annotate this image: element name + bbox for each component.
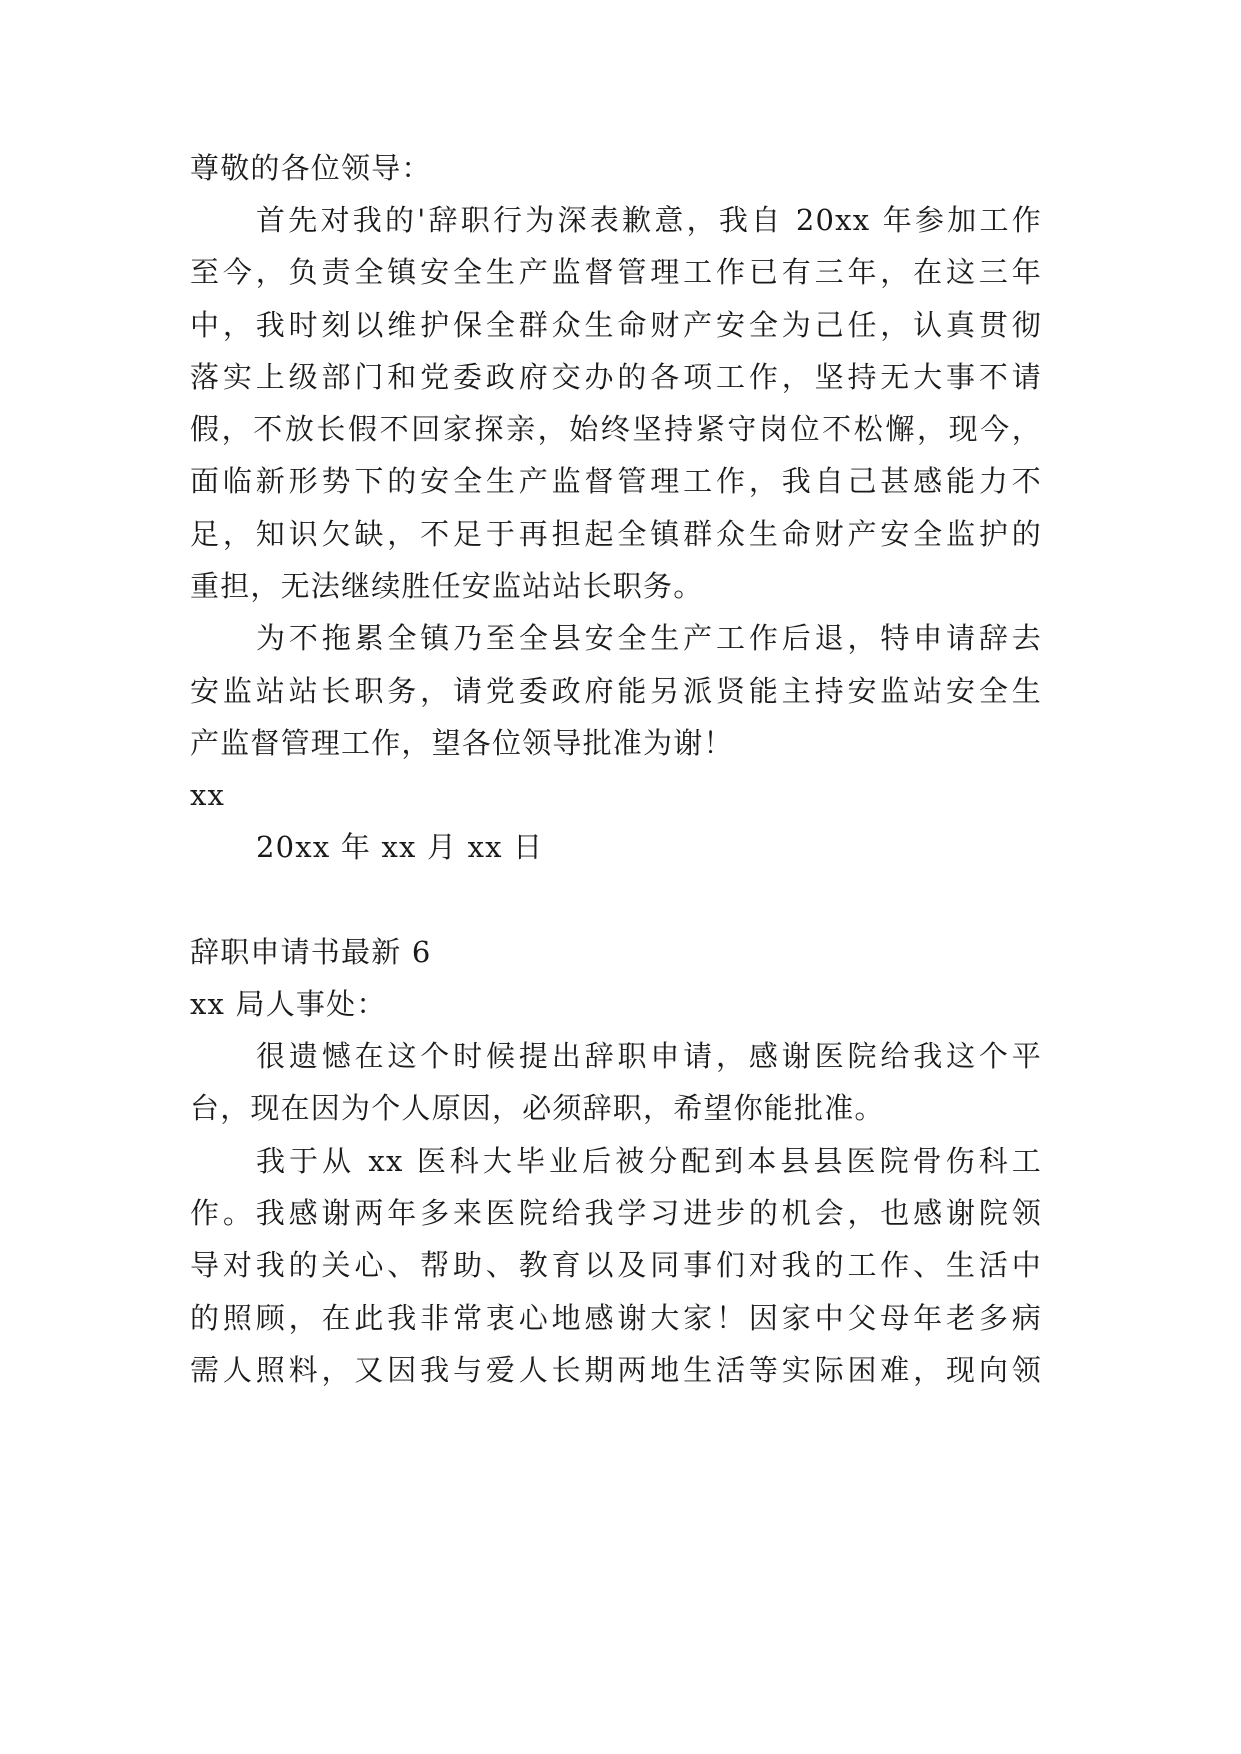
salutation: xx 局人事处： bbox=[190, 987, 387, 1021]
paragraph-line: 台，现在因为个人原因，必须辞职，希望你能批准。 bbox=[190, 1091, 885, 1125]
paragraph-line: 重担，无法继续胜任安监站站长职务。 bbox=[190, 569, 704, 603]
paragraph-line: 至今，负责全镇安全生产监督管理工作已有三年，在这三年 bbox=[190, 255, 1042, 289]
paragraph-line: 产监督管理工作，望各位领导批准为谢！ bbox=[190, 726, 734, 760]
paragraph-line: 很遗憾在这个时候提出辞职申请，感谢医院给我这个平 bbox=[256, 1039, 1042, 1073]
paragraph-line: 中，我时刻以维护保全群众生命财产安全为己任，认真贯彻 bbox=[190, 308, 1042, 342]
paragraph-line: 安监站站长职务，请党委政府能另派贤能主持安监站安全生 bbox=[190, 674, 1042, 708]
date: 20xx 年 xx 月 xx 日 bbox=[256, 830, 544, 864]
paragraph-line: 落实上级部门和党委政府交办的各项工作，坚持无大事不请 bbox=[190, 360, 1042, 394]
signature: xx bbox=[190, 778, 226, 812]
paragraph-line: 的照顾，在此我非常衷心地感谢大家！因家中父母年老多病 bbox=[190, 1301, 1042, 1335]
paragraph-line: 需人照料，又因我与爱人长期两地生活等实际困难，现向领 bbox=[190, 1353, 1042, 1387]
paragraph-line: 足，知识欠缺，不足于再担起全镇群众生命财产安全监护的 bbox=[190, 517, 1042, 551]
paragraph-line: 假，不放长假不回家探亲，始终坚持紧守岗位不松懈，现今， bbox=[190, 412, 1042, 446]
paragraph-line: 导对我的关心、帮助、教育以及同事们对我的工作、生活中 bbox=[190, 1248, 1042, 1282]
section-title: 辞职申请书最新 6 bbox=[190, 935, 432, 969]
paragraph-line: 作。我感谢两年多来医院给我学习进步的机会，也感谢院领 bbox=[190, 1196, 1042, 1230]
paragraph-line: 首先对我的'辞职行为深表歉意，我自 20xx 年参加工作 bbox=[256, 203, 1042, 237]
paragraph-line: 为不拖累全镇乃至全县安全生产工作后退，特申请辞去 bbox=[256, 621, 1042, 655]
salutation: 尊敬的各位领导： bbox=[190, 151, 432, 185]
paragraph-line: 面临新形势下的安全生产监督管理工作，我自己甚感能力不 bbox=[190, 464, 1042, 498]
paragraph-line: 我于从 xx 医科大毕业后被分配到本县县医院骨伤科工 bbox=[256, 1144, 1042, 1178]
